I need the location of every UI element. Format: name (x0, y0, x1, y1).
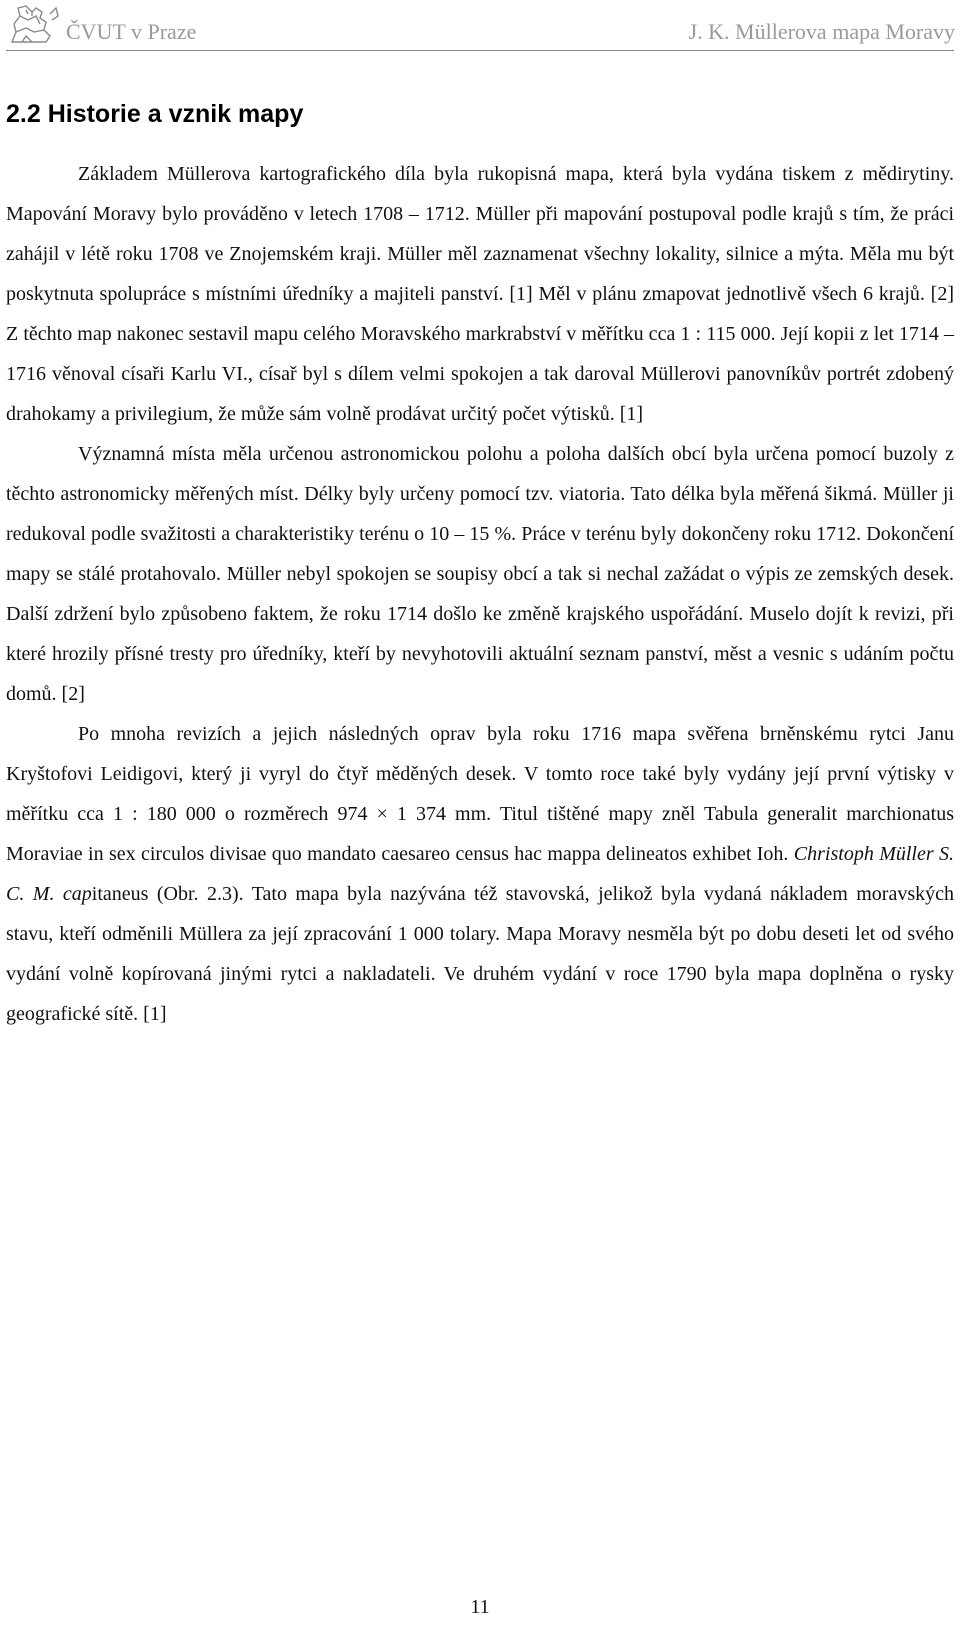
header-divider (6, 50, 954, 51)
header-institution: ČVUT v Praze (66, 19, 197, 44)
header-document-title: J. K. Müllerova mapa Moravy (688, 19, 955, 44)
paragraph-3 (6, 714, 954, 1034)
paragraph-2: Významná místa měla určenou astronomickou polohu a poloha dalších obcí byla určena pomocí buzoly z těchto astronomicky měřených míst. Délky byly určeny pomocí tzv. viatoria. Tato délka byla měřená šikmá. Müller ji redukoval podle svažitosti a charakteristiky terénu o 10 – 15 %. Práce v terénu byly dokončeny roku 1712. Dokončení mapy se stálé protahovalo. Müller nebyl spokojen se soupisy obcí a tak si nechal zažádat o výpis ze zemských desek. Další zdržení bylo způsobeno faktem, že roku 1714 došlo ke změně krajského uspořádání. Muselo dojít k revizi, při které hrozily přísné tresty pro úředníky, kteří by nevyhotovili aktuální seznam panství, měst a vesnic s udáním počtu domů. [2] (6, 443, 954, 705)
body-text (6, 154, 954, 1034)
section-title: 2.2 Historie a vznik mapy (6, 100, 304, 128)
paragraph-3-text-a: Po mnoha revizích a jejich následných oprav byla roku 1716 mapa svěřena brněnskému rytci Janu Kryštofovi Leidigovi, který ji vyryl do čtyř měděných desek. V tomto roce také byly vydány její první výtisky v měřítku cca 1 : 180 000 o rozměrech 974 × 1 374 mm. Titul tištěné mapy zněl Tabula generalit marchionatus Moraviae in sex circulos divisae quo mandato caesareo census hac mappa delineatos exhibet Ioh. (6, 723, 954, 865)
page-header (0, 0, 960, 50)
paragraph-1: Základem Müllerova kartografického díla byla rukopisná mapa, která byla vydána tiskem z mědirytiny. Mapování Moravy bylo prováděno v letech 1708 – 1712. Müller při mapování postupoval podle krajů s tím, že práci zahájil v létě roku 1708 ve Znojemském kraji. Müller měl zaznamenat všechny lokality, silnice a mýta. Měla mu být poskytnuta spolupráce s místními úředníky a majiteli panství. [1] Měl v plánu zmapovat jednotlivě všech 6 krajů. [2] Z těchto map nakonec sestavil mapu celého Moravského markrabství v měřítku cca 1 : 115 000. Její kopii z let 1714 – 1716 věnoval císaři Karlu VI., císař byl s dílem velmi spokojen a tak daroval Müllerovi panovníkův portrét zdobený drahokamy a privilegium, že může sám volně prodávat určitý počet výtisků. [1] (6, 163, 954, 425)
paragraph-3-text-b: itaneus (Obr. 2.3). Tato mapa byla nazývána též stavovská, jelikož byla vydaná nákladem moravských stavu, kteří odměnili Müllera za její zpracování 1 000 tolary. Mapa Moravy nesměla být po dobu deseti let od svého vydání volně kopírovaná jinými rytci a nakladateli. Ve druhém vydání v roce 1790 byla mapa doplněna o rysky geografické sítě. [1] (6, 883, 954, 1025)
lion-crest-icon (6, 2, 62, 46)
page-number: 11 (470, 1596, 490, 1618)
paragraph-3-italic: Christoph Müller S. C. M. cap (6, 843, 955, 905)
